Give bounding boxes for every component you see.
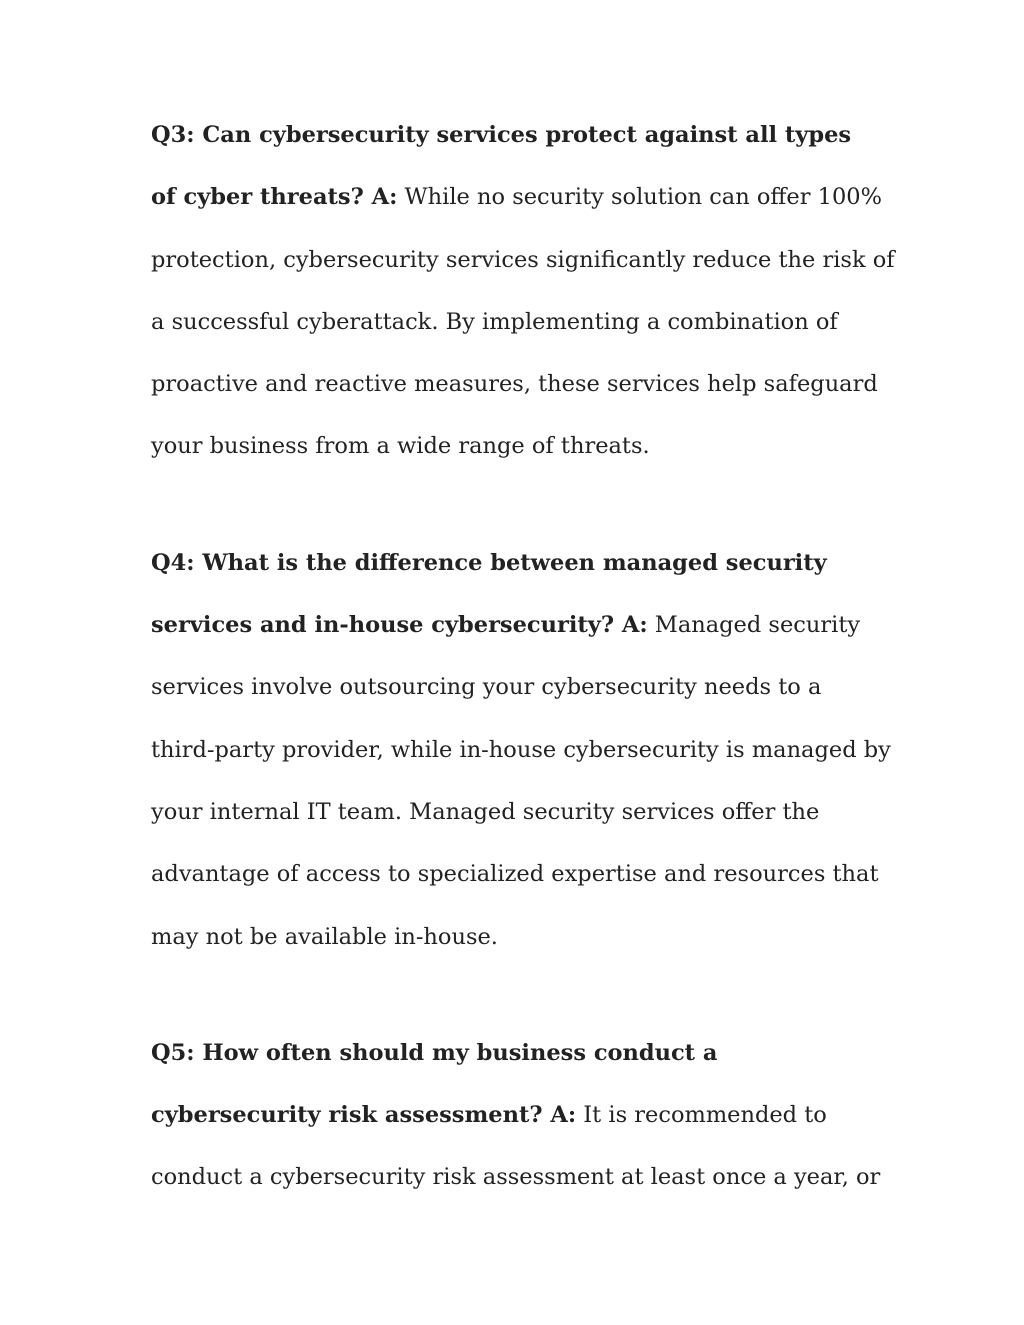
question-text: of cyber threats? A:: [151, 184, 398, 211]
answer-text: may not be available in-house.: [151, 923, 498, 950]
text-line: [151, 594, 876, 656]
text-line: [151, 843, 879, 905]
answer-text: third-party provider, while in-house cybersecurity is managed by: [151, 736, 891, 763]
answer-text: proactive and reactive measures, these services help safeguard: [151, 371, 878, 398]
question-text: services and in-house cybersecurity? A:: [151, 612, 648, 639]
answer-text: your internal IT team. Managed security services offer the: [151, 798, 820, 825]
answer-text: protection, cybersecurity services significantly reduce the risk of: [151, 246, 895, 273]
answer-text: a successful cyberattack. By implementing a combination of: [151, 308, 838, 335]
answer-text: conduct a cybersecurity risk assessment at least once a year, or: [151, 1164, 881, 1191]
text-line: [151, 1022, 876, 1084]
answer-text: It is recommended to: [576, 1102, 827, 1129]
text-line: [151, 656, 876, 718]
question-text: Q3: Can cybersecurity services protect against all types: [151, 122, 852, 148]
document-page: [151, 104, 895, 1263]
text-line: [151, 291, 876, 353]
text-line: [151, 719, 891, 781]
question-text: Q5: How often should my business conduct a: [151, 1039, 718, 1066]
text-line: [151, 781, 876, 843]
answer-text: Managed security: [647, 612, 861, 639]
answer-text: While no security solution can offer 100%: [397, 184, 882, 211]
text-line: [151, 353, 876, 415]
text-line: [151, 104, 876, 166]
text-line: [151, 1084, 876, 1146]
text-line: [151, 415, 876, 477]
answer-text: advantage of access to specialized expertise and resources that: [151, 861, 879, 888]
answer-text: your business from a wide range of threats.: [151, 433, 650, 460]
text-line: [151, 229, 895, 291]
faq-item-q3: [151, 104, 895, 478]
text-line: [151, 166, 882, 228]
text-line: [151, 906, 876, 968]
answer-text: services involve outsourcing your cybersecurity needs to a: [151, 674, 822, 701]
question-text: Q4: What is the difference between managed security: [151, 549, 827, 576]
faq-item-q5: [151, 1022, 881, 1209]
question-text: cybersecurity risk assessment? A:: [151, 1102, 577, 1129]
faq-item-q4: [151, 532, 891, 968]
text-line: [151, 532, 876, 594]
text-line: [151, 1146, 881, 1208]
